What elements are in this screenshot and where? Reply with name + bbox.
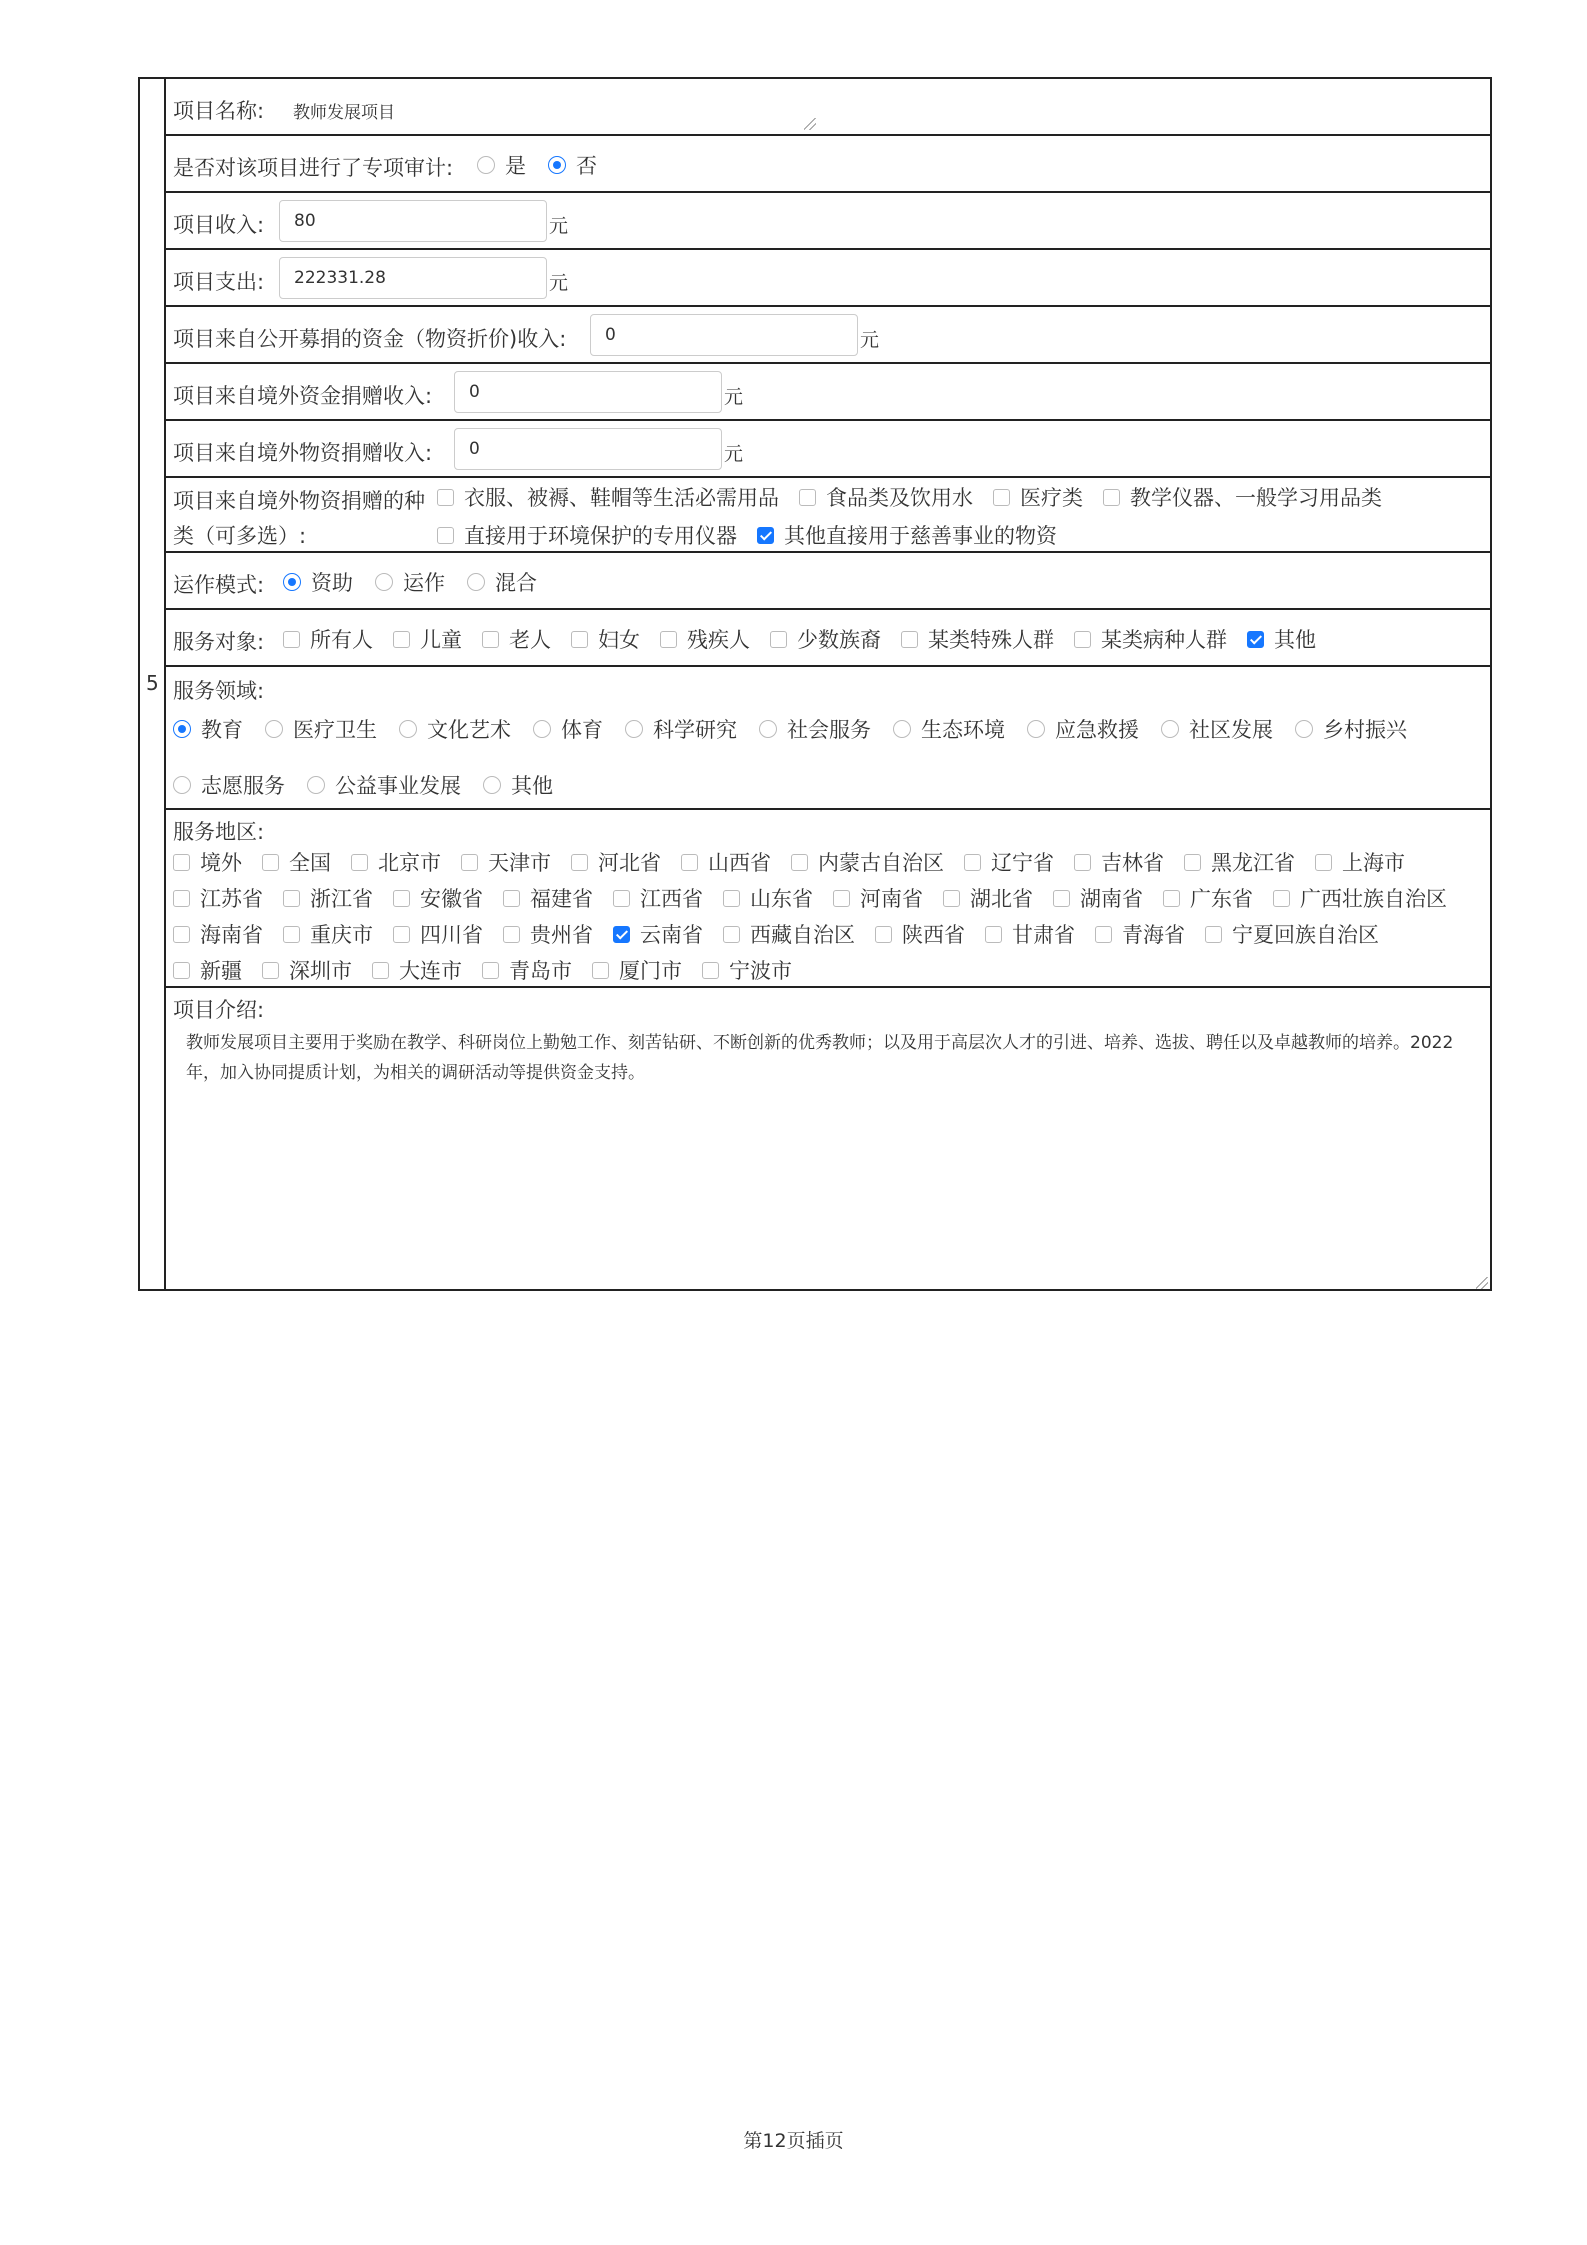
service-region-option[interactable] bbox=[723, 919, 855, 949]
goods-types-option[interactable] bbox=[437, 520, 737, 550]
income-input[interactable]: 80 bbox=[279, 200, 547, 242]
option-label: 应急救援 bbox=[1055, 718, 1139, 742]
service-region-option[interactable] bbox=[833, 883, 923, 913]
checkbox-icon[interactable] bbox=[770, 631, 787, 648]
option-label: 宁波市 bbox=[729, 959, 792, 983]
service-field-option[interactable] bbox=[307, 770, 461, 800]
radio-icon[interactable] bbox=[625, 720, 643, 738]
option-label: 上海市 bbox=[1342, 851, 1405, 875]
option-label: 全国 bbox=[289, 851, 331, 875]
service-region-option[interactable] bbox=[791, 847, 944, 877]
goods-types-option[interactable] bbox=[437, 482, 779, 512]
service-field-option[interactable] bbox=[173, 770, 285, 800]
checkbox-icon[interactable] bbox=[393, 926, 410, 943]
row-income bbox=[166, 193, 1490, 250]
checkbox-icon[interactable] bbox=[437, 527, 454, 544]
checkbox-icon[interactable] bbox=[482, 962, 499, 979]
option-label: 浙江省 bbox=[310, 887, 373, 911]
overseas-fund-label: 项目来自境外资金捐赠收入: bbox=[173, 384, 433, 408]
checkbox-icon[interactable] bbox=[723, 890, 740, 907]
checkbox-icon[interactable] bbox=[702, 962, 719, 979]
radio-icon[interactable] bbox=[1295, 720, 1313, 738]
service-field-option[interactable] bbox=[1295, 714, 1407, 744]
option-label: 海南省 bbox=[200, 923, 263, 947]
checkbox-icon[interactable] bbox=[613, 926, 630, 943]
row-service-field bbox=[166, 667, 1490, 810]
option-label: 天津市 bbox=[488, 851, 551, 875]
option-label: 湖南省 bbox=[1080, 887, 1143, 911]
option-label: 湖北省 bbox=[970, 887, 1033, 911]
expense-label: 项目支出: bbox=[173, 270, 265, 294]
service-region-option[interactable] bbox=[503, 883, 593, 913]
option-label: 某类病种人群 bbox=[1101, 628, 1227, 652]
checkbox-icon[interactable] bbox=[173, 926, 190, 943]
service-region-option[interactable] bbox=[262, 847, 331, 877]
overseas-goods-input[interactable]: 0 bbox=[454, 428, 722, 470]
public-fund-input[interactable]: 0 bbox=[590, 314, 858, 356]
option-label: 儿童 bbox=[420, 628, 462, 652]
radio-icon[interactable] bbox=[1027, 720, 1045, 738]
overseas-fund-input[interactable]: 0 bbox=[454, 371, 722, 413]
checkbox-icon[interactable] bbox=[613, 890, 630, 907]
checkbox-icon[interactable] bbox=[461, 854, 478, 871]
option-label: 食品类及饮用水 bbox=[826, 486, 973, 510]
goods-types-option[interactable] bbox=[1103, 482, 1382, 512]
row-expense bbox=[166, 250, 1490, 307]
option-label: 科学研究 bbox=[653, 718, 737, 742]
row-project-name bbox=[166, 79, 1490, 136]
radio-icon[interactable] bbox=[759, 720, 777, 738]
option-label: 宁夏回族自治区 bbox=[1232, 923, 1379, 947]
row-operation-mode bbox=[166, 553, 1490, 610]
overseas-fund-unit: 元 bbox=[724, 386, 744, 408]
option-label: 广东省 bbox=[1190, 887, 1253, 911]
option-label: 新疆 bbox=[200, 959, 242, 983]
income-unit: 元 bbox=[549, 215, 569, 237]
index-column bbox=[140, 79, 166, 1289]
checkbox-icon[interactable] bbox=[875, 926, 892, 943]
option-label: 体育 bbox=[561, 718, 603, 742]
checkbox-icon[interactable] bbox=[1205, 926, 1222, 943]
option-label: 社区发展 bbox=[1189, 718, 1273, 742]
resize-handle-icon[interactable] bbox=[1476, 1277, 1488, 1289]
checkbox-icon[interactable] bbox=[283, 631, 300, 648]
radio-icon[interactable] bbox=[307, 776, 325, 794]
checkbox-icon[interactable] bbox=[351, 854, 368, 871]
radio-icon[interactable] bbox=[467, 573, 485, 591]
option-label: 乡村振兴 bbox=[1323, 718, 1407, 742]
option-label: 社会服务 bbox=[787, 718, 871, 742]
checkbox-icon[interactable] bbox=[283, 926, 300, 943]
option-label: 北京市 bbox=[378, 851, 441, 875]
service-target-option[interactable] bbox=[1247, 624, 1316, 654]
option-label: 甘肃省 bbox=[1012, 923, 1075, 947]
service-field-option[interactable] bbox=[483, 770, 553, 800]
radio-icon[interactable] bbox=[477, 156, 495, 174]
radio-icon[interactable] bbox=[283, 573, 301, 591]
entry-index: 5 bbox=[146, 671, 159, 695]
checkbox-icon[interactable] bbox=[791, 854, 808, 871]
service-target-label: 服务对象: bbox=[173, 630, 265, 654]
checkbox-icon[interactable] bbox=[985, 926, 1002, 943]
service-region-option[interactable] bbox=[503, 919, 593, 949]
overseas-goods-label: 项目来自境外物资捐赠收入: bbox=[173, 441, 433, 465]
service-region-option[interactable] bbox=[351, 847, 441, 877]
radio-icon[interactable] bbox=[173, 776, 191, 794]
service-region-option[interactable] bbox=[173, 955, 242, 985]
checkbox-icon[interactable] bbox=[372, 962, 389, 979]
row-introduction bbox=[166, 988, 1490, 1291]
option-label: 安徽省 bbox=[420, 887, 483, 911]
special-audit-option[interactable] bbox=[548, 150, 597, 180]
checkbox-icon[interactable] bbox=[901, 631, 918, 648]
option-label: 江苏省 bbox=[200, 887, 263, 911]
option-label: 医疗卫生 bbox=[293, 718, 377, 742]
checkbox-icon[interactable] bbox=[592, 962, 609, 979]
option-label: 运作 bbox=[403, 571, 445, 595]
service-field-option[interactable] bbox=[759, 714, 871, 744]
goods-types-option[interactable] bbox=[993, 482, 1083, 512]
radio-icon[interactable] bbox=[483, 776, 501, 794]
checkbox-icon[interactable] bbox=[262, 854, 279, 871]
service-target-option[interactable] bbox=[393, 624, 462, 654]
service-target-option[interactable] bbox=[482, 624, 551, 654]
expense-unit: 元 bbox=[549, 272, 569, 294]
service-target-option[interactable] bbox=[770, 624, 881, 654]
service-region-option[interactable] bbox=[393, 883, 483, 913]
option-label: 四川省 bbox=[420, 923, 483, 947]
option-label: 教育 bbox=[201, 718, 243, 742]
service-region-option[interactable] bbox=[681, 847, 771, 877]
option-label: 辽宁省 bbox=[991, 851, 1054, 875]
row-overseas-goods bbox=[166, 421, 1490, 478]
option-label: 黑龙江省 bbox=[1211, 851, 1295, 875]
checkbox-icon[interactable] bbox=[964, 854, 981, 871]
service-region-option[interactable] bbox=[613, 919, 703, 949]
service-region-option[interactable] bbox=[173, 883, 263, 913]
goods-types-option[interactable] bbox=[757, 520, 1057, 550]
option-label: 重庆市 bbox=[310, 923, 373, 947]
option-label: 内蒙古自治区 bbox=[818, 851, 944, 875]
option-label: 衣服、被褥、鞋帽等生活必需用品 bbox=[464, 486, 779, 510]
service-field-option[interactable] bbox=[265, 714, 377, 744]
option-label: 生态环境 bbox=[921, 718, 1005, 742]
option-label: 某类特殊人群 bbox=[928, 628, 1054, 652]
option-label: 广西壮族自治区 bbox=[1300, 887, 1447, 911]
operation-mode-option[interactable] bbox=[375, 567, 445, 597]
service-region-option[interactable] bbox=[964, 847, 1054, 877]
option-label: 西藏自治区 bbox=[750, 923, 855, 947]
service-region-option[interactable] bbox=[985, 919, 1075, 949]
service-field-option[interactable] bbox=[625, 714, 737, 744]
radio-icon[interactable] bbox=[548, 156, 566, 174]
special-audit-option[interactable] bbox=[477, 150, 526, 180]
radio-icon[interactable] bbox=[893, 720, 911, 738]
project-name-field[interactable]: 教师发展项目 bbox=[293, 103, 395, 123]
checkbox-icon[interactable] bbox=[1273, 890, 1290, 907]
service-field-option[interactable] bbox=[173, 714, 243, 744]
row-service-region bbox=[166, 810, 1490, 988]
checkbox-icon[interactable] bbox=[503, 926, 520, 943]
option-label: 青海省 bbox=[1122, 923, 1185, 947]
radio-icon[interactable] bbox=[533, 720, 551, 738]
operation-mode-option[interactable] bbox=[283, 567, 353, 597]
special-audit-label: 是否对该项目进行了专项审计: bbox=[173, 156, 454, 180]
introduction-label: 项目介绍: bbox=[173, 998, 265, 1022]
resize-handle-icon[interactable] bbox=[804, 118, 816, 130]
operation-mode-label: 运作模式: bbox=[173, 573, 265, 597]
option-label: 厦门市 bbox=[619, 959, 682, 983]
checkbox-icon[interactable] bbox=[173, 962, 190, 979]
checkbox-icon[interactable] bbox=[1074, 631, 1091, 648]
option-label: 医疗类 bbox=[1020, 486, 1083, 510]
checkbox-icon[interactable] bbox=[283, 890, 300, 907]
goods-types-label-1: 项目来自境外物资捐赠的种 bbox=[173, 489, 425, 513]
checkbox-icon[interactable] bbox=[1315, 854, 1332, 871]
service-region-option[interactable] bbox=[613, 883, 703, 913]
checkbox-icon[interactable] bbox=[571, 854, 588, 871]
checkbox-icon[interactable] bbox=[262, 962, 279, 979]
checkbox-icon[interactable] bbox=[173, 854, 190, 871]
option-label: 教学仪器、一般学习用品类 bbox=[1130, 486, 1382, 510]
option-label: 江西省 bbox=[640, 887, 703, 911]
radio-icon[interactable] bbox=[265, 720, 283, 738]
service-region-options bbox=[173, 847, 1478, 985]
option-label: 吉林省 bbox=[1101, 851, 1164, 875]
option-label: 河北省 bbox=[598, 851, 661, 875]
service-field-options bbox=[173, 714, 1473, 800]
option-label: 青岛市 bbox=[509, 959, 572, 983]
option-label: 大连市 bbox=[399, 959, 462, 983]
expense-input[interactable]: 222331.28 bbox=[279, 257, 547, 299]
goods-types-label-2: 类（可多选）: bbox=[173, 524, 307, 548]
service-target-options bbox=[283, 624, 1336, 654]
option-label: 境外 bbox=[200, 851, 242, 875]
service-region-option[interactable] bbox=[1184, 847, 1295, 877]
checkbox-icon[interactable] bbox=[393, 890, 410, 907]
option-label: 文化艺术 bbox=[427, 718, 511, 742]
checkbox-icon[interactable] bbox=[681, 854, 698, 871]
option-label: 贵州省 bbox=[530, 923, 593, 947]
option-label: 志愿服务 bbox=[201, 774, 285, 798]
checkbox-icon[interactable] bbox=[660, 631, 677, 648]
service-field-option[interactable] bbox=[399, 714, 511, 744]
service-field-option[interactable] bbox=[893, 714, 1005, 744]
service-target-option[interactable] bbox=[901, 624, 1054, 654]
overseas-goods-unit: 元 bbox=[724, 443, 744, 465]
service-target-option[interactable] bbox=[571, 624, 640, 654]
service-field-option[interactable] bbox=[1161, 714, 1273, 744]
service-target-option[interactable] bbox=[283, 624, 373, 654]
service-region-option[interactable] bbox=[372, 955, 462, 985]
row-goods-types bbox=[166, 478, 1490, 553]
operation-mode-option[interactable] bbox=[467, 567, 537, 597]
option-label: 老人 bbox=[509, 628, 551, 652]
service-region-option[interactable] bbox=[262, 955, 352, 985]
service-region-option[interactable] bbox=[1053, 883, 1143, 913]
option-label: 否 bbox=[576, 154, 597, 178]
service-region-option[interactable] bbox=[571, 847, 661, 877]
radio-icon[interactable] bbox=[399, 720, 417, 738]
row-service-target bbox=[166, 610, 1490, 667]
option-label: 山东省 bbox=[750, 887, 813, 911]
option-label: 直接用于环境保护的专用仪器 bbox=[464, 524, 737, 548]
service-region-option[interactable] bbox=[1273, 883, 1447, 913]
option-label: 其他 bbox=[511, 774, 553, 798]
option-label: 是 bbox=[505, 154, 526, 178]
project-form-table bbox=[138, 77, 1492, 1291]
operation-mode-options bbox=[283, 567, 559, 597]
checkbox-icon[interactable] bbox=[437, 489, 454, 506]
radio-icon[interactable] bbox=[1161, 720, 1179, 738]
checkbox-icon[interactable] bbox=[1053, 890, 1070, 907]
service-region-option[interactable] bbox=[461, 847, 551, 877]
introduction-textarea[interactable]: 教师发展项目主要用于奖励在教学、科研岗位上勤勉工作、刻苦钻研、不断创新的优秀教师；以及用于高层次人才的引进、培养、选拔、聘任以及卓越教师的培养。2022年，加入协同提质计划，为相关的调研活动等提供资金支持。 bbox=[186, 1033, 1454, 1083]
option-label: 其他直接用于慈善事业的物资 bbox=[784, 524, 1057, 548]
service-region-option[interactable] bbox=[702, 955, 792, 985]
service-region-option[interactable] bbox=[283, 883, 373, 913]
option-label: 妇女 bbox=[598, 628, 640, 652]
checkbox-icon[interactable] bbox=[1247, 631, 1264, 648]
service-region-option[interactable] bbox=[393, 919, 483, 949]
checkbox-icon[interactable] bbox=[1074, 854, 1091, 871]
checkbox-icon[interactable] bbox=[482, 631, 499, 648]
radio-icon[interactable] bbox=[173, 720, 191, 738]
row-special-audit bbox=[166, 136, 1490, 193]
service-region-option[interactable] bbox=[283, 919, 373, 949]
checkbox-icon[interactable] bbox=[799, 489, 816, 506]
service-target-option[interactable] bbox=[660, 624, 750, 654]
service-region-option[interactable] bbox=[1095, 919, 1185, 949]
service-region-option[interactable] bbox=[723, 883, 813, 913]
page-footer: 第12页插页 bbox=[743, 2130, 844, 2152]
service-region-option[interactable] bbox=[173, 919, 263, 949]
public-fund-unit: 元 bbox=[860, 329, 880, 351]
checkbox-icon[interactable] bbox=[833, 890, 850, 907]
project-name-label: 项目名称: bbox=[173, 99, 265, 123]
checkbox-icon[interactable] bbox=[993, 489, 1010, 506]
option-label: 山西省 bbox=[708, 851, 771, 875]
income-label: 项目收入: bbox=[173, 213, 265, 237]
radio-icon[interactable] bbox=[375, 573, 393, 591]
checkbox-icon[interactable] bbox=[571, 631, 588, 648]
special-audit-options bbox=[477, 150, 619, 180]
checkbox-icon[interactable] bbox=[757, 527, 774, 544]
checkbox-icon[interactable] bbox=[1103, 489, 1120, 506]
service-field-option[interactable] bbox=[1027, 714, 1139, 744]
option-label: 公益事业发展 bbox=[335, 774, 461, 798]
option-label: 其他 bbox=[1274, 628, 1316, 652]
option-label: 少数族裔 bbox=[797, 628, 881, 652]
option-label: 陕西省 bbox=[902, 923, 965, 947]
checkbox-icon[interactable] bbox=[503, 890, 520, 907]
goods-types-option[interactable] bbox=[799, 482, 973, 512]
service-region-option[interactable] bbox=[875, 919, 965, 949]
service-region-option[interactable] bbox=[1074, 847, 1164, 877]
option-label: 云南省 bbox=[640, 923, 703, 947]
service-target-option[interactable] bbox=[1074, 624, 1227, 654]
service-region-option[interactable] bbox=[1205, 919, 1379, 949]
service-region-option[interactable] bbox=[173, 847, 242, 877]
checkbox-icon[interactable] bbox=[723, 926, 740, 943]
service-region-option[interactable] bbox=[592, 955, 682, 985]
public-fund-label: 项目来自公开募捐的资金（物资折价)收入: bbox=[173, 327, 567, 351]
option-label: 残疾人 bbox=[687, 628, 750, 652]
service-region-label: 服务地区: bbox=[173, 820, 265, 844]
service-region-option[interactable] bbox=[1163, 883, 1253, 913]
option-label: 混合 bbox=[495, 571, 537, 595]
option-label: 所有人 bbox=[310, 628, 373, 652]
option-label: 深圳市 bbox=[289, 959, 352, 983]
option-label: 福建省 bbox=[530, 887, 593, 911]
form-content bbox=[166, 79, 1490, 1289]
checkbox-icon[interactable] bbox=[173, 890, 190, 907]
service-region-option[interactable] bbox=[1315, 847, 1405, 877]
option-label: 资助 bbox=[311, 571, 353, 595]
row-overseas-fund bbox=[166, 364, 1490, 421]
option-label: 河南省 bbox=[860, 887, 923, 911]
service-region-option[interactable] bbox=[482, 955, 572, 985]
row-public-fund bbox=[166, 307, 1490, 364]
service-field-label: 服务领域: bbox=[173, 679, 265, 703]
goods-types-options bbox=[437, 482, 1457, 550]
checkbox-icon[interactable] bbox=[1163, 890, 1180, 907]
checkbox-icon[interactable] bbox=[1095, 926, 1112, 943]
service-region-option[interactable] bbox=[943, 883, 1033, 913]
service-field-option[interactable] bbox=[533, 714, 603, 744]
checkbox-icon[interactable] bbox=[943, 890, 960, 907]
checkbox-icon[interactable] bbox=[393, 631, 410, 648]
checkbox-icon[interactable] bbox=[1184, 854, 1201, 871]
